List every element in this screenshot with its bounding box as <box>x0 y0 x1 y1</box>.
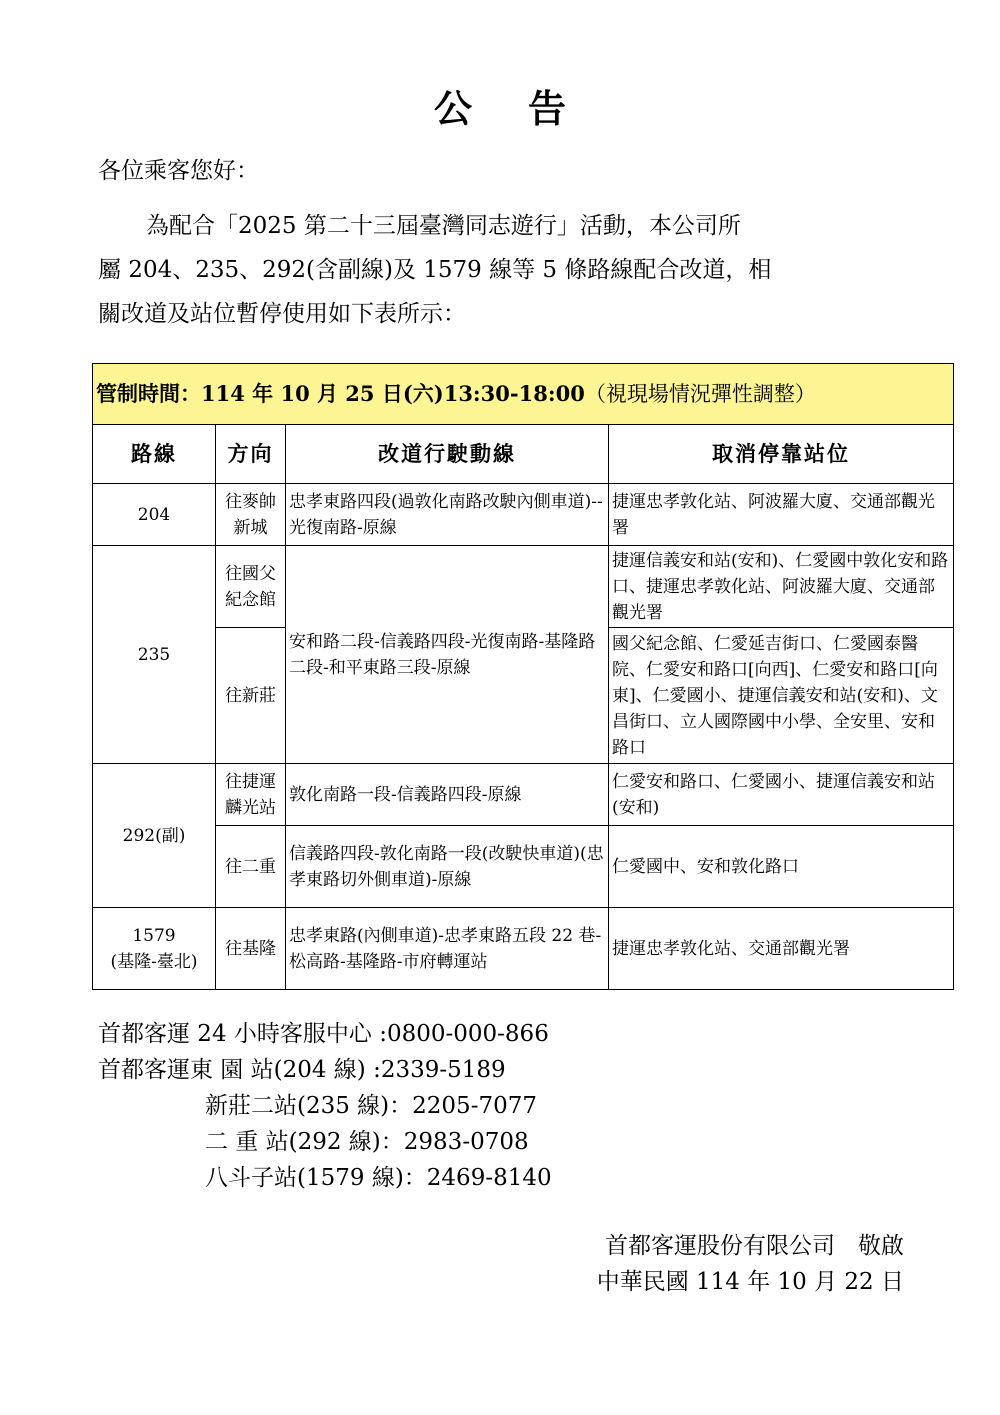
greeting: 各位乘客您好： <box>98 158 259 184</box>
detour-cell: 忠孝東路四段(過敦化南路改駛內側車道)--光復南路-原線 <box>286 484 609 546</box>
control-time-label: 管制時間： <box>96 382 201 406</box>
contact-line-erchong: 二 重 站(292 線)：2983-0708 <box>205 1129 529 1155</box>
cancelled-stops-cell: 仁愛國中、安和敦化路口 <box>609 826 954 908</box>
control-time-value: 114 年 10 月 25 日(六)13:30-18:00 <box>201 381 585 406</box>
direction-cell: 往國父紀念館 <box>216 546 286 628</box>
control-time-cell <box>93 364 954 425</box>
control-time-row <box>93 364 954 425</box>
detour-cell: 信義路四段-敦化南路一段(改駛快車道)(忠孝東路切外側車道)-原線 <box>286 826 609 908</box>
route-cell: 292(副) <box>93 764 216 908</box>
signature-company: 首都客運股份有限公司 敬啟 <box>605 1233 904 1259</box>
cancelled-stops-cell: 捷運忠孝敦化站、阿波羅大廈、交通部觀光署 <box>609 484 954 546</box>
table-header-row <box>93 425 954 484</box>
contact-line-hotline: 首都客運 24 小時客服中心 :0800-000-866 <box>98 1021 549 1047</box>
route-cell: 235 <box>93 546 216 764</box>
page-title: 公告 <box>433 87 622 131</box>
table-row <box>93 764 954 826</box>
table-row <box>93 546 954 628</box>
detour-table <box>92 363 954 990</box>
intro-line-3: 關改道及站位暫停使用如下表所示： <box>98 301 466 327</box>
route-subtitle: (基隆-臺北) <box>110 951 198 972</box>
table-row <box>93 484 954 546</box>
direction-cell: 往基隆 <box>216 908 286 990</box>
route-cell: 204 <box>93 484 216 546</box>
cancelled-stops-cell: 捷運信義安和站(安和)、仁愛國中敦化安和路口、捷運忠孝敦化站、阿波羅大廈、交通部觀光署 <box>609 546 954 628</box>
direction-cell: 往二重 <box>216 826 286 908</box>
detour-cell: 忠孝東路(內側車道)-忠孝東路五段 22 巷-松高路-基隆路-市府轉運站 <box>286 908 609 990</box>
direction-cell: 往捷運麟光站 <box>216 764 286 826</box>
contact-line-badouzi: 八斗子站(1579 線)：2469-8140 <box>205 1165 552 1191</box>
signature-block <box>597 1228 904 1300</box>
table-row <box>93 826 954 908</box>
control-time-note: （視現場情況彈性調整） <box>584 382 816 406</box>
contact-line-xinzhuang: 新莊二站(235 線)：2205-7077 <box>205 1093 537 1119</box>
detour-cell: 敦化南路一段-信義路四段-原線 <box>286 764 609 826</box>
direction-cell: 往新莊 <box>216 628 286 764</box>
contact-line-dongyuan: 首都客運東 園 站(204 線) :2339-5189 <box>98 1057 506 1083</box>
cancelled-stops-cell: 仁愛安和路口、仁愛國小、捷運信義安和站(安和) <box>609 764 954 826</box>
detour-cell: 安和路二段-信義路四段-光復南路-基隆路二段-和平東路三段-原線 <box>286 546 609 764</box>
signature-date: 中華民國 114 年 10 月 22 日 <box>596 1269 904 1295</box>
header-direction: 方向 <box>216 425 286 484</box>
header-cancelled: 取消停靠站位 <box>609 425 954 484</box>
intro-line-2: 屬 204、235、292(含副線)及 1579 線等 5 條路線配合改道，相 <box>98 257 772 283</box>
intro-line-1: 為配合「2025 第二十三屆臺灣同志遊行」活動，本公司所 <box>146 213 741 239</box>
cancelled-stops-cell: 捷運忠孝敦化站、交通部觀光署 <box>609 908 954 990</box>
route-number: 1579 <box>132 925 176 946</box>
cancelled-stops-cell: 國父紀念館、仁愛延吉街口、仁愛國泰醫院、仁愛安和路口[向西]、仁愛安和路口[向東]、仁愛國小、捷運信義安和站(安和)、文昌街口、立人國際國中小學、全安里、安和路口 <box>609 628 954 764</box>
route-cell <box>93 908 216 990</box>
header-route: 路線 <box>93 425 216 484</box>
intro-paragraph <box>98 204 906 336</box>
contact-list <box>98 1016 552 1196</box>
header-detour: 改道行駛動線 <box>286 425 609 484</box>
table-row <box>93 908 954 990</box>
direction-cell: 往麥帥新城 <box>216 484 286 546</box>
